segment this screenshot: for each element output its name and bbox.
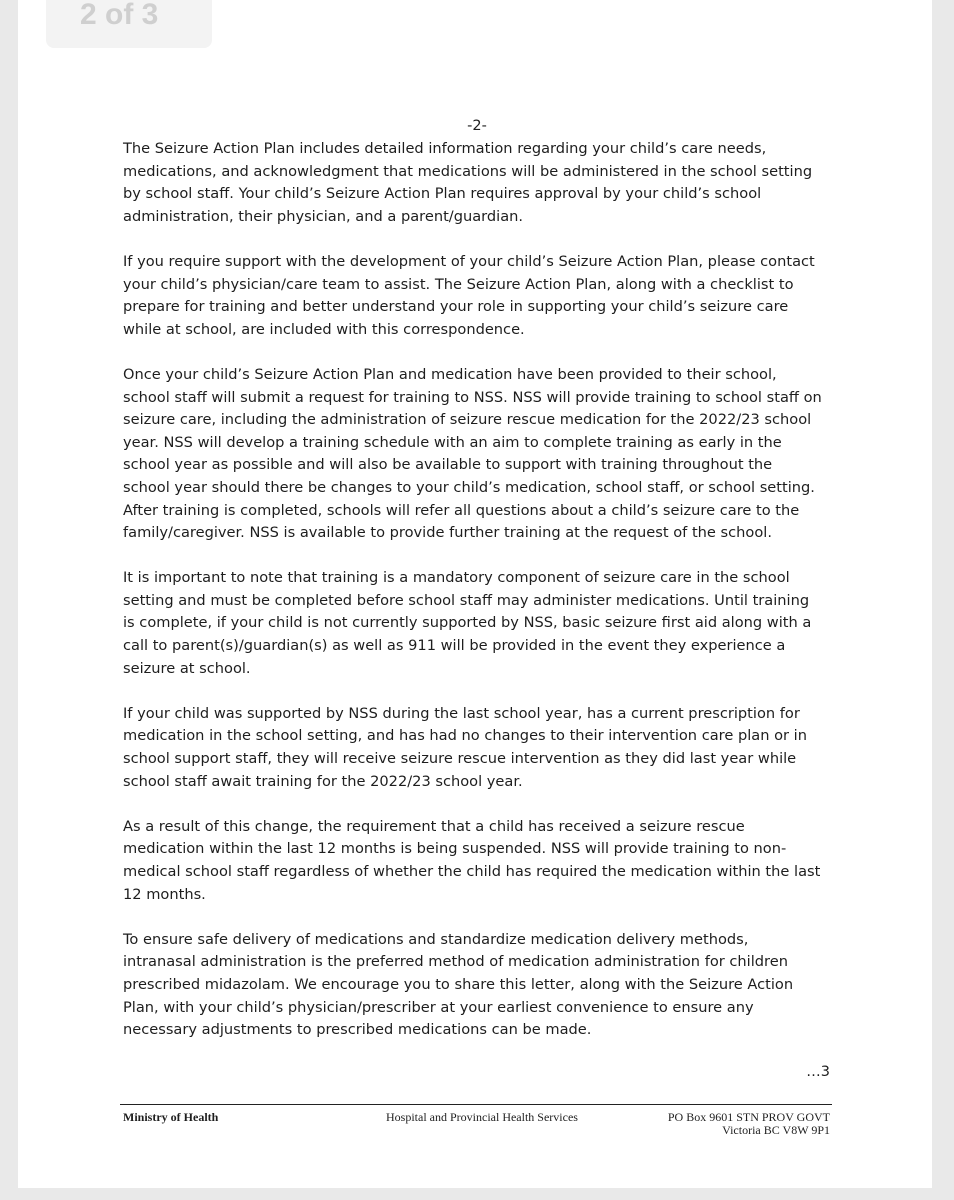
page-indicator-badge [46, 0, 212, 48]
page-number: -2- [467, 118, 487, 134]
continued-marker: …3 [806, 1064, 830, 1080]
paragraph-support-development: If you require support with the development of your child’s Seizure Action Plan, please contact your child’s physician/care team to assist. The Seizure Action Plan, along with a checklist to prepare for training and better understand your role in supporting your child’s seizure care while at school, are included with this correspondence. [123, 252, 815, 338]
paragraph-requirement-suspended: As a result of this change, the requirement that a child has received a seizure rescue medication within the last 12 months is being suspended. NSS will provide training to non-medical school staff regardless of whether the child has required the medication within the last 12 months. [123, 817, 821, 903]
footer-address-line-2: Victoria BC V8W 9P1 [722, 1122, 830, 1137]
page-indicator-text: 2 of 3 [80, 0, 159, 31]
paragraph-previous-support: If your child was supported by NSS during the last school year, has a current prescription for medication in the school setting, and has had no changes to their intervention care plan or in school support staff, they will receive seizure rescue intervention as they did last year while school staff await training for the 2022/23 school year. [123, 704, 807, 790]
paragraph-mandatory-training: It is important to note that training is a mandatory component of seizure care in the school setting and must be completed before school staff may administer medications. Until training is complete, if your child is not currently supported by NSS, basic seizure first aid along with a call to parent(s)/guardian(s) as well as 911 will be provided in the event they experience a seizure at school. [123, 569, 812, 677]
footer-address [610, 1111, 830, 1136]
paragraph-training-request: Once your child’s Seizure Action Plan and medication have been provided to their school, school staff will submit a request for training to NSS. NSS will provide training to school staff on seizure care, including the administration of seizure rescue medication for the 2022/23 school year. NSS will develop a training schedule with an aim to complete training as early in the school year as possible and will also be available to support with training throughout the school year should there be changes to your child’s medication, school staff, or school setting. After training is completed, schools will refer all questions about a child’s seizure care to the family/caregiver. NSS is available to provide further training at the request of the school. [123, 365, 822, 542]
footer-ministry: Ministry of Health [123, 1110, 219, 1124]
letter-body [123, 138, 823, 1064]
footer-department: Hospital and Provincial Health Services [386, 1110, 578, 1124]
paragraph-seizure-action-plan: The Seizure Action Plan includes detailed information regarding your child’s care needs, medications, and acknowledgment that medications will be administered in the school setting by school staff. Your child’s Seizure Action Plan requires approval by your child’s school administration, their physician, and a parent/guardian. [123, 140, 813, 225]
footer-divider [120, 1104, 832, 1105]
paragraph-intranasal-administration: To ensure safe delivery of medications and standardize medication delivery methods, intranasal administration is the preferred method of medication administration for children prescribed midazolam. We encourage you to share this letter, along with the Seizure Action Plan, with your child’s physician/prescriber at your earliest convenience to ensure any necessary adjustments to prescribed medications can be made. [123, 930, 794, 1039]
footer-address-line-1: PO Box 9601 STN PROV GOVT [667, 1110, 830, 1124]
